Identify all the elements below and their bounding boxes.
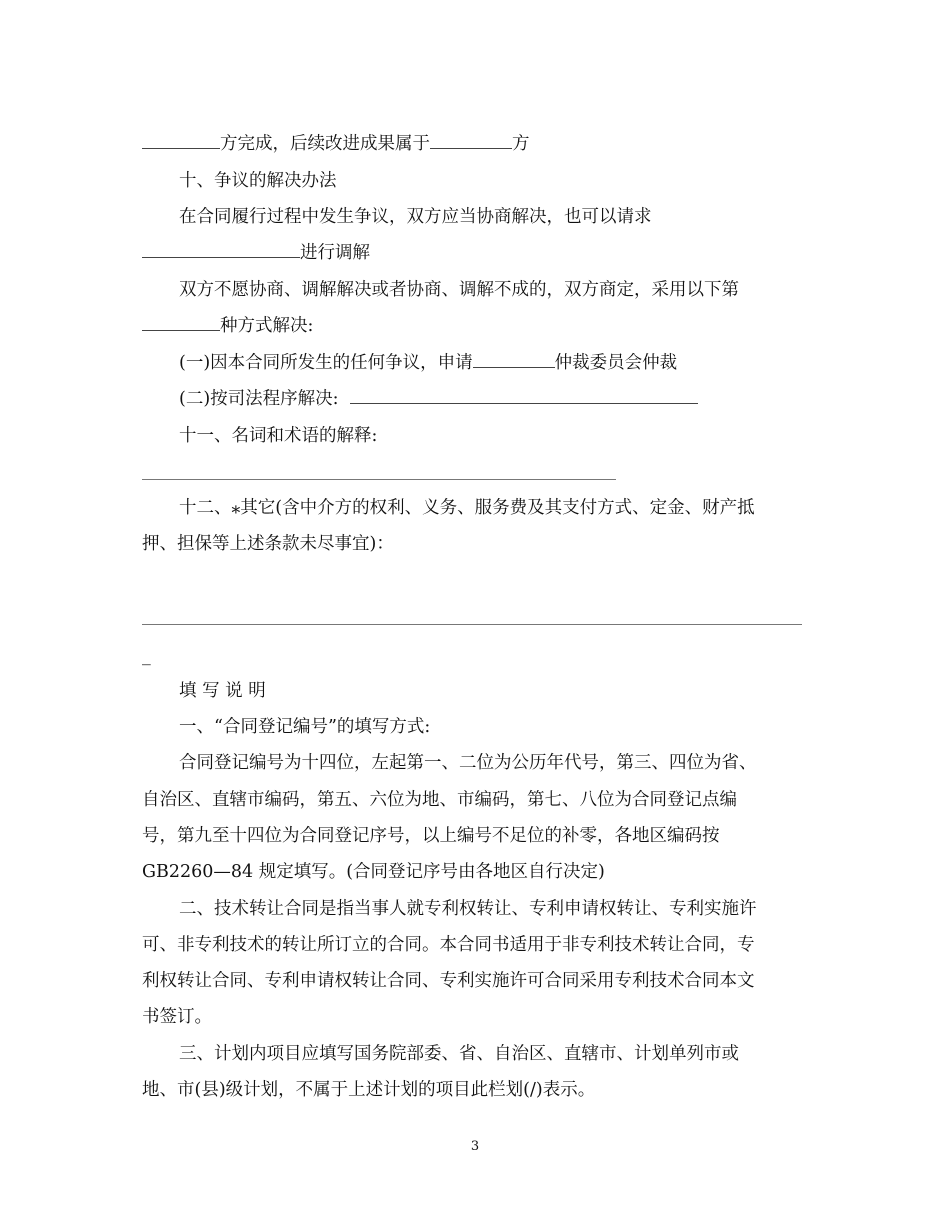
blank-field	[430, 133, 512, 149]
blank-field	[473, 352, 555, 368]
text-line-5: 双方不愿协商、调解解决或者协商、调解不成的，双方商定，采用以下第	[179, 280, 739, 300]
blank-rule	[142, 624, 802, 625]
text-line-1	[142, 133, 530, 155]
blank-field	[142, 242, 300, 258]
text-line-18: GB2260—84 规定填写。(合同登记序号由各地区自行决定)	[142, 862, 605, 882]
section-heading-12: 十二、⁎其它(含中介方的权利、义务、服务费及其支付方式、定金、财产抵	[179, 498, 755, 518]
blank-field	[142, 133, 220, 149]
section-heading-11: 十一、名词和术语的解释:	[179, 426, 378, 446]
text-segment: (二)按司法程序解决:	[179, 389, 339, 409]
text-line-7	[179, 352, 677, 374]
text-line-21: 利权转让合同、专利申请权转让合同、专利实施许可合同采用专利技术合同本文	[142, 971, 755, 991]
text-line-16: 自治区、直辖市编码，第五、六位为地、市编码，第七、八位为合同登记点编	[142, 790, 737, 810]
text-line-8	[179, 388, 698, 410]
text-line-4	[142, 242, 370, 264]
blank-field	[142, 315, 220, 331]
text-line-20: 可、非专利技术的转让所订立的合同。本合同书适用于非专利技术转让合同，专	[142, 935, 755, 955]
text-segment: (一)因本合同所发生的任何争议，申请	[179, 353, 473, 373]
text-line-24: 地、市(县)级计划，不属于上述计划的项目此栏划(/)表示。	[142, 1080, 596, 1100]
text-segment: 方完成，后续改进成果属于	[220, 134, 430, 154]
instruction-heading-2: 二、技术转让合同是指当事人就专利权转让、专利申请权转让、专利实施许	[179, 899, 757, 919]
section-heading-10: 十、争议的解决办法	[179, 171, 337, 191]
blank-field	[350, 388, 698, 404]
instruction-heading-3: 三、计划内项目应填写国务院部委、省、自治区、直辖市、计划单列市或	[179, 1044, 739, 1064]
text-line-22: 书签订。	[142, 1007, 212, 1027]
instruction-heading-1: 一、“合同登记编号”的填写方式:	[179, 717, 431, 737]
text-segment: 种方式解决:	[220, 316, 314, 336]
text-line-3: 在合同履行过程中发生争议，双方应当协商解决，也可以请求	[179, 207, 652, 227]
text-line-12: _	[142, 646, 151, 666]
instructions-title: 填 写 说 明	[179, 681, 266, 701]
text-segment: 进行调解	[300, 243, 370, 263]
page-number: 3	[470, 1139, 480, 1154]
text-line-15: 合同登记编号为十四位，左起第一、二位为公历年代号，第三、四位为省、	[179, 753, 757, 773]
text-line-11: 押、担保等上述条款未尽事宜)：	[142, 534, 394, 554]
text-line-17: 号，第九至十四位为合同登记序号，以上编号不足位的补零，各地区编码按	[142, 826, 720, 846]
text-segment: 仲裁委员会仲裁	[554, 353, 678, 373]
text-line-6	[142, 315, 313, 337]
text-segment: 方	[512, 134, 530, 154]
blank-rule	[142, 479, 616, 480]
